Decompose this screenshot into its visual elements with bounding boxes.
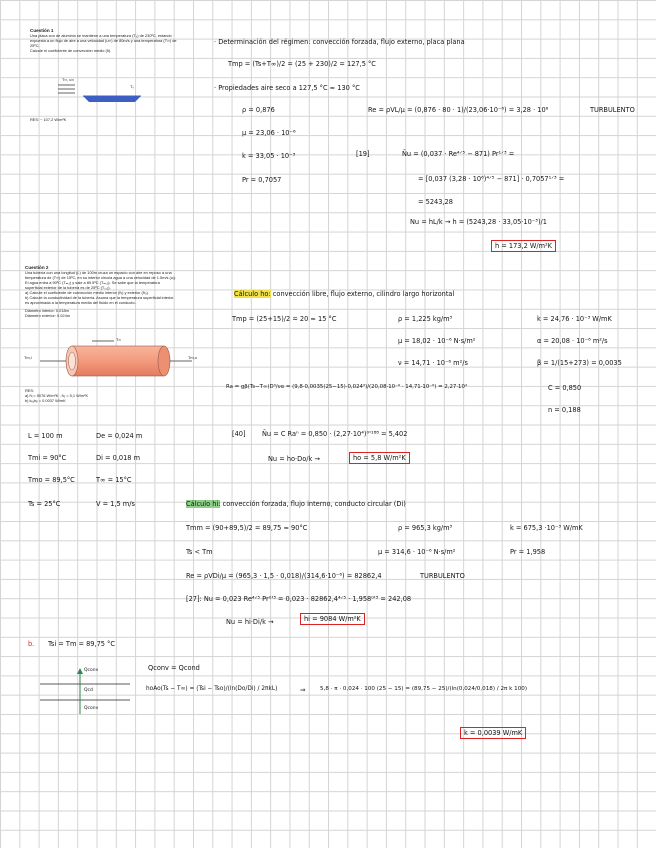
prandtl-value: Pr = 0,7057 — [242, 176, 282, 184]
diameter-interior: Diámetro interior: 0.018m — [25, 308, 69, 313]
given-inlet-temp: Tmi = 90°C — [28, 454, 67, 462]
water-viscosity: μ = 314,6 · 10⁻⁶ N·s/m² — [378, 548, 456, 556]
int-reynolds-equation: Re = ρVDi/μ = (965,3 · 1,5 · 0,018)/(314,6·10⁻⁶) = 82862,4 — [186, 572, 382, 580]
plate-surface-label: Tₛ — [130, 84, 134, 89]
air-conductivity: k = 24,76 · 10⁻³ W/mK — [537, 315, 612, 323]
air-beta: β = 1/(15+273) = 0,0035 — [537, 359, 622, 367]
question1-line: expuesta a un flujo de aire a una velocidad (u∞) de 80m/s y una temperatura (T∞) de — [30, 38, 177, 43]
question2-line: Una tubería con una longitud (L) de 100m cruza un espacio con aire en reposo a una — [25, 270, 172, 275]
ext-description: convección libre, flujo externo, cilindro largo horizontal — [272, 290, 455, 298]
nusselt-step2: = [0,037 (3,28 · 10⁶)⁴ᐟ⁵ − 871] · 0,7057¹ᐟ³ = — [418, 175, 565, 183]
pipe-ambient-label: T∞ — [116, 337, 122, 342]
int-nusselt-to-h: Nu = hi·Di/k → — [226, 618, 274, 626]
viscosity-value: μ = 23,06 · 10⁻⁶ — [242, 129, 296, 137]
given-ambient-temp: T∞ = 15°C — [96, 476, 132, 484]
ext-nusselt-equation: N̄u = C Raⁿ = 0,850 · (2,27·10⁴)⁰'¹⁸⁸ = 5,402 — [262, 430, 408, 438]
regime-heading: · Determinación del régimen: convección forzada, flujo externo, placa plana — [214, 38, 465, 46]
film-temperature: Tmp = (Ts+T∞)/2 = (25 + 230)/2 = 127,5 °C — [228, 60, 376, 68]
heat-balance-statement: Qconv = Qcond — [148, 664, 200, 672]
question2-line: b) Calcule la conductividad de la tubería. Asuma que la temperatura superficial interior — [25, 295, 174, 300]
question1-statement — [30, 28, 208, 53]
ext-title: Cálculo ho: — [234, 290, 271, 298]
question2-title: Cuestión 2 — [25, 265, 49, 270]
question2-line: El agua entra a 90ºC (Tₘ,ᵢ) y sale a 89.5ºC (Tₘ,ₒ). Se sabe que la temperatura — [25, 280, 160, 285]
question1-result: RES: ~ 107,2 W/m²K — [30, 117, 67, 122]
pipe-outlet-label: Tm,o — [188, 355, 197, 360]
nusselt-step1: N̄u = (0,037 · Re⁴ᐟ⁵ − 871) Pr¹ᐟ³ = — [402, 150, 515, 158]
reynolds-regime: TURBULENTO — [590, 106, 635, 114]
given-velocity: V = 1,5 m/s — [96, 500, 135, 508]
question2-line: superficial exterior de la tubería es de 25ºC (Tₛ,ₒ). — [25, 285, 111, 290]
part-b-label: b. — [28, 640, 35, 648]
q-label-bottom: Qconv — [84, 706, 99, 711]
inner-surface-temp: Tsi = Tm = 89,75 °C — [48, 640, 115, 648]
result-b: b) kₜᵤbₑ = 0.0037 W/mK — [25, 398, 66, 403]
implies-arrow: ⇒ — [300, 686, 306, 694]
properties-heading: · Propiedades aire seco a 127,5 °C ≈ 130 °C — [214, 84, 360, 92]
mean-temperature: Tmm = (90+89,5)/2 = 89,75 ≈ 90°C — [186, 524, 308, 532]
nusselt-step3: = 5243,28 — [418, 198, 453, 206]
given-length: L = 100 m — [28, 432, 63, 440]
conductivity-value: k = 33,05 · 10⁻³ — [242, 152, 296, 160]
given-inner-diameter: Di = 0,018 m — [96, 454, 141, 462]
water-density: ρ = 965,3 kg/m³ — [398, 524, 453, 532]
constant-c: C = 0,850 — [548, 384, 582, 392]
nusselt-to-h: Nu = hL/k → h = (5243,28 · 33,05·10⁻³)/1 — [410, 218, 547, 226]
nusselt-reference: [19] — [356, 150, 370, 158]
h-result-box: h = 173,2 W/m²K — [491, 240, 556, 252]
result-a: a) h̄ᵢ = 9076 W/m²K ; h̄ₒ = 5,1 W/m²K — [25, 393, 89, 398]
density-value: ρ = 0,876 — [242, 106, 275, 114]
air-kinematic-viscosity: ν = 14,71 · 10⁻⁶ m²/s — [398, 359, 468, 367]
given-outlet-temp: Tmo = 89,5°C — [28, 476, 75, 484]
question1-line: 25ºC. — [30, 43, 40, 48]
air-diffusivity: α = 20,08 · 10⁻⁶ m²/s — [537, 337, 608, 345]
surface-vs-mean: Ts < Tm — [186, 548, 213, 556]
ho-result-box: ho = 5,8 W/m²K — [349, 452, 410, 464]
int-reynolds-regime: TURBULENTO — [420, 572, 465, 580]
heat-balance-equation: hoAo(Ts − T∞) = (Tsi − Tso)/(ln(Do/Di) / 2πkL) — [146, 686, 278, 692]
question1-line: Calcule el coeficiente de convección medio (h̄). — [30, 48, 112, 53]
reynolds-equation: Re = ρVL/μ = (0,876 · 80 · 1)/(23,06·10⁻⁶) = 3,28 · 10⁶ — [368, 106, 549, 114]
ext-nusselt-reference: [40] — [232, 430, 246, 438]
question2-line: a) Calcule el coeficiente de convección medio interior (h̄ᵢ) y exterior (h̄ₒ). — [25, 290, 149, 295]
air-viscosity: μ = 18,02 · 10⁻⁶ N·s/m² — [398, 337, 476, 345]
question1-title: Cuestión 1 — [30, 28, 54, 33]
question2-line: temperatura de (T∞) de 15ºC, en su interior circula agua a una velocidad de 1.5m/s (uᵢ). — [25, 275, 176, 280]
ext-nusselt-to-h: Nu = ho·Do/k → — [268, 455, 320, 463]
air-density: ρ = 1,225 kg/m³ — [398, 315, 453, 323]
question2-results — [25, 388, 88, 403]
constant-n: n = 0,188 — [548, 406, 581, 414]
water-prandtl: Pr = 1,958 — [510, 548, 546, 556]
q-label-mid: Qcd — [84, 688, 93, 693]
int-title: Cálculo hi: — [186, 500, 221, 508]
int-description: convección forzada, flujo interno, conducto circular (Di) — [222, 500, 406, 508]
pipe-diagram — [22, 335, 207, 393]
k-result-box: k = 0,0039 W/mK — [460, 727, 526, 739]
rayleigh-equation: Ra = gβ(Ts−T∞)D³/να = (9,8·0,0035(25−15)·0,024³)/(20,08·10⁻⁶ · 14,71·10⁻⁶) = 2,27·10⁴ — [226, 384, 468, 390]
hi-result-box: hi = 9084 W/m²K — [300, 613, 365, 625]
ext-convection-heading — [234, 290, 454, 298]
numeric-balance: 5,8 · π · 0,024 · 100 (25 − 15) = (89,75 − 25)/(ln(0,024/0,018) / 2π k 100) — [320, 686, 528, 692]
int-convection-heading — [186, 500, 406, 508]
question2-line: es aproximada a la temperatura media del fluido en el conducto. — [25, 300, 136, 305]
given-outer-diameter: De = 0,024 m — [96, 432, 143, 440]
water-conductivity: k = 675,3 ·10⁻³ W/mK — [510, 524, 583, 532]
given-surface-temp: Ts = 25°C — [28, 500, 61, 508]
plate-flow-label: T∞, u∞ — [62, 77, 75, 82]
results-title: RES: — [25, 388, 35, 393]
ext-film-temperature: Tmp = (25+15)/2 = 20 ≈ 15 °C — [232, 315, 337, 323]
q-label-top: Qconv — [84, 668, 99, 673]
diameter-exterior: Diámetro exterior: 0.024m — [25, 313, 70, 318]
question2-statement — [25, 265, 215, 318]
pipe-inlet-label: Tm,i — [24, 355, 32, 360]
int-nusselt-equation: [27]: Nu = 0,023 Re⁴ᐟ⁵ Pr⁰'³ = 0,023 · 82862,4⁴ᐟ⁵ · 1,958⁰'³ = 242,08 — [186, 595, 412, 603]
question1-line: Una placa con de aluminio se mantiene a una temperatura (Tₛ) de 230ºC, estando — [30, 33, 172, 38]
